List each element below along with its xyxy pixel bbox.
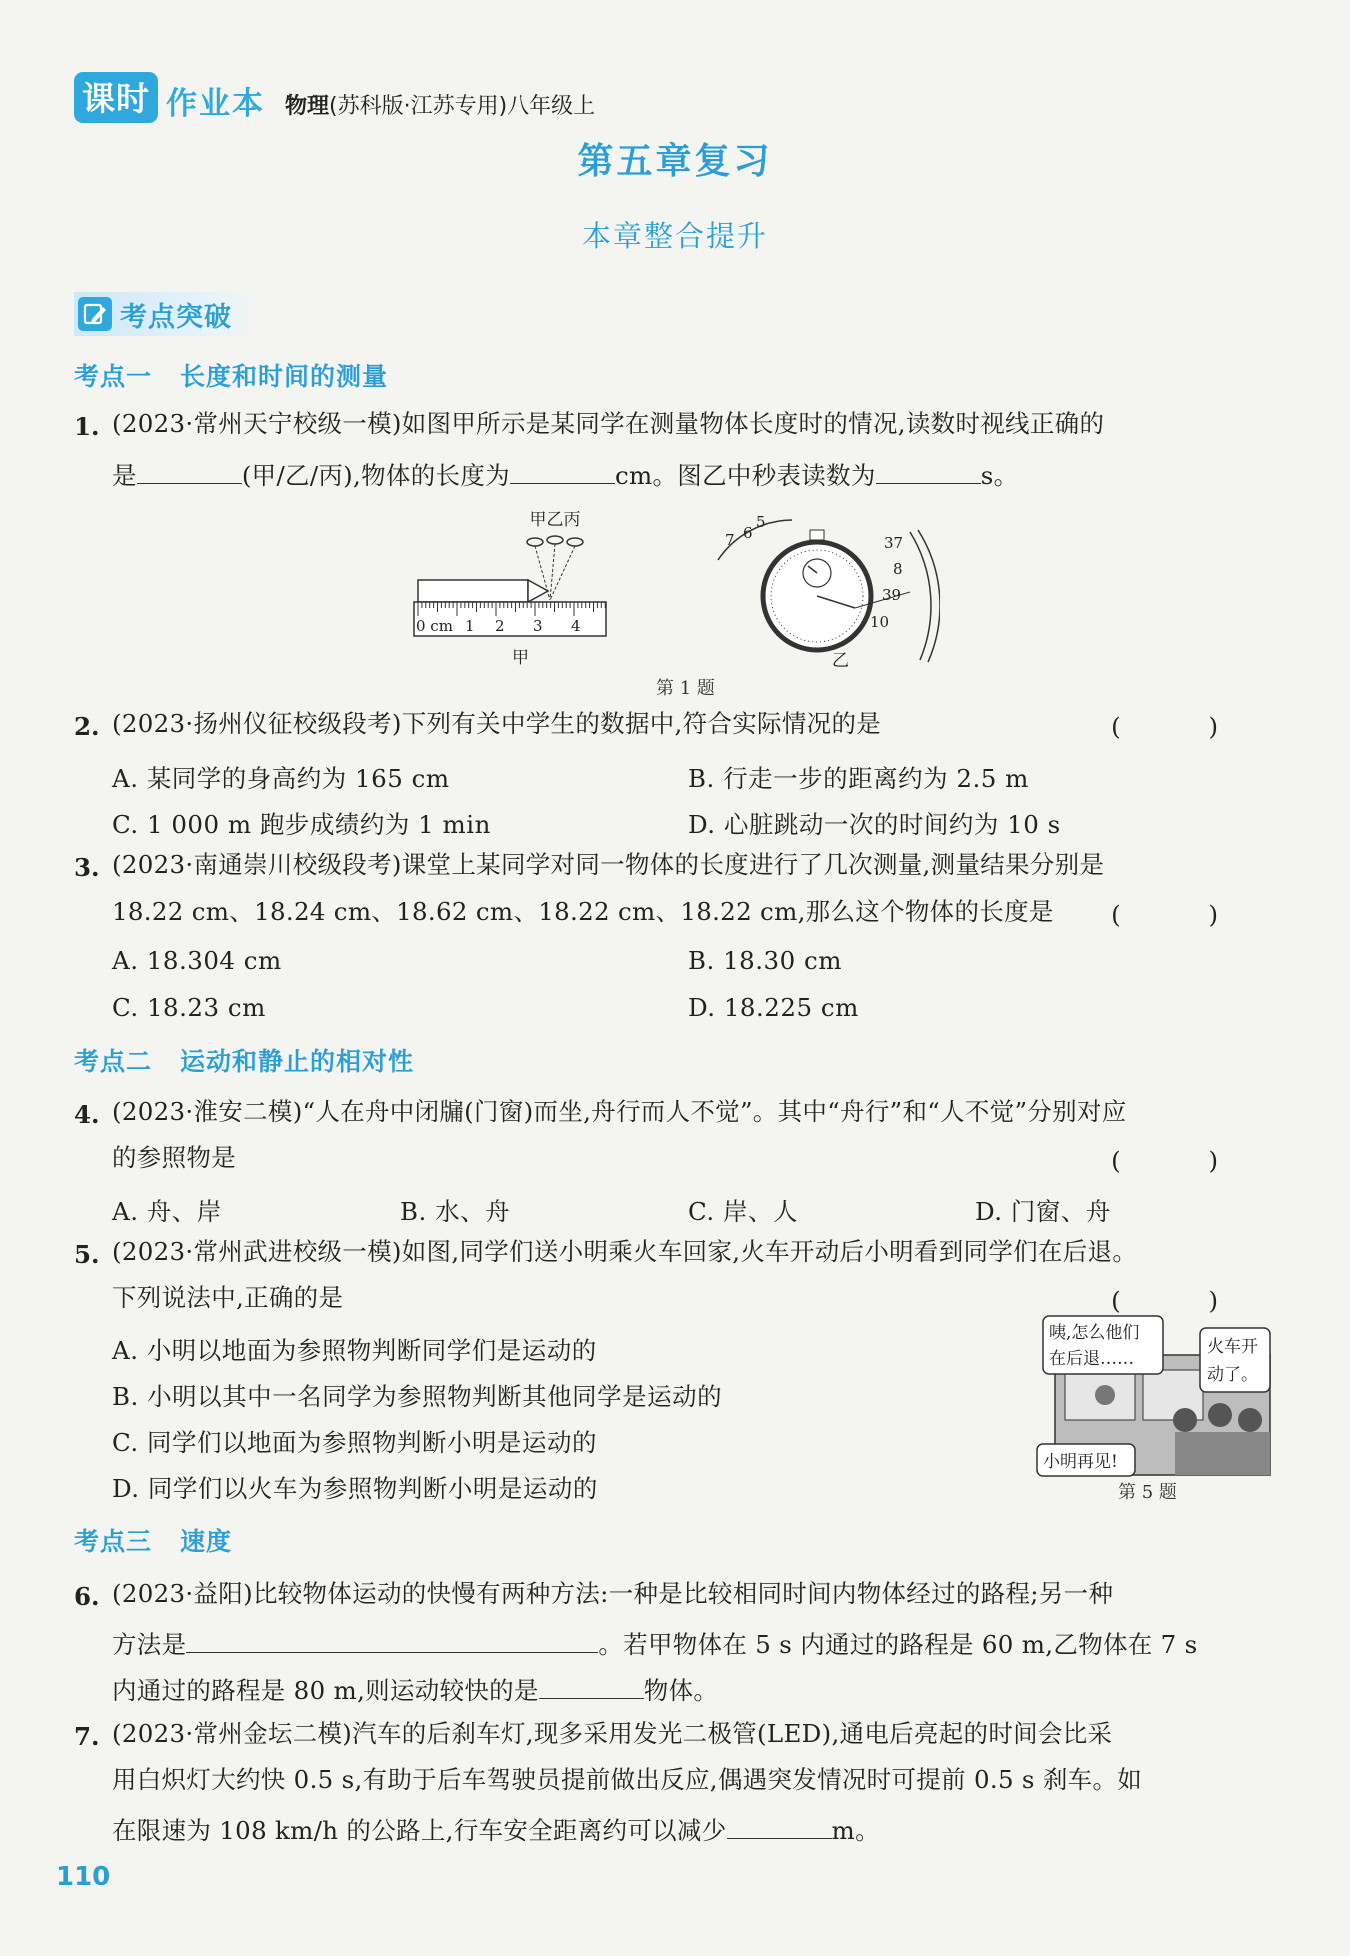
figure-train-station-cartoon [1035,1300,1275,1500]
point-label: 考点一 [74,362,153,391]
question-number: 3. [74,853,100,882]
answer-bracket[interactable]: ( ) [1111,1286,1258,1315]
answer-bracket[interactable]: ( ) [1111,712,1258,741]
figure-caption: 第 5 题 [1118,1482,1177,1503]
chapter-title: 第五章复习 [577,141,773,182]
bubble-text: 火车开 [1207,1337,1258,1357]
question-number: 4. [74,1100,100,1129]
option-d: D. 18.225 cm [688,993,859,1022]
bubble-text: 动了。 [1207,1365,1258,1385]
object-tip [528,580,548,602]
answer-bracket[interactable]: ( ) [1111,900,1258,929]
figure-label-jia: 甲 [512,648,529,668]
question-text: (2023·常州武进校级一模)如图,同学们送小明乘火车回家,火车开动后小明看到同学们在后退。 [112,1237,1138,1266]
subject-name: 物理 [285,94,330,119]
section-title: 考点突破 [120,301,232,333]
option-c: C. 18.23 cm [112,993,266,1022]
question-text: (2023·淮安二模)“人在舟中闭牖(门窗)而坐,舟行而人不觉”。其中“舟行”和“人不觉”分别对应 [112,1097,1127,1126]
text-run: 物体。 [643,1676,719,1705]
option-b: B. 小明以其中一名同学为参照物判断其他同学是运动的 [112,1382,723,1411]
option-a: A. 18.304 cm [112,946,282,975]
point-heading-3 [74,1522,232,1558]
pencil-note-icon [78,297,112,331]
question-text [112,1814,880,1844]
text-run: s。 [980,461,1019,490]
text-run: m。 [831,1816,880,1845]
book-subject [285,89,595,120]
option-c: C. 同学们以地面为参照物判断小明是运动的 [112,1428,597,1457]
person-icon [1173,1408,1197,1432]
dial-label: 39 [882,586,902,604]
question-number: 2. [74,712,100,741]
figure-caption: 第 1 题 [656,678,715,699]
point-label: 考点三 [74,1527,153,1556]
dial-label: 8 [893,560,903,578]
point-title: 长度和时间的测量 [180,362,389,391]
chapter-subtitle: 本章整合提升 [581,219,768,253]
book-edition: (苏科版·江苏专用)八年级上 [329,94,596,119]
brand-logo-part2: 作业本 [166,86,265,122]
answer-blank[interactable] [186,1628,598,1653]
brand-logo-part1: 课时 [74,72,158,123]
ruler-label-4: 4 [571,617,581,635]
text-run: 内通过的路程是 80 m,则运动较快的是 [112,1676,539,1705]
option-d: D. 门窗、舟 [975,1197,1111,1226]
question-text: 用白炽灯大约快 0.5 s,有助于后车驾驶员提前做出反应,偶遇突发情况时可提前 0.5 s 刹车。如 [112,1765,1143,1794]
dial-label: 5 [756,513,766,531]
dial-label: 10 [870,613,890,631]
question-text: 的参照物是 [112,1143,236,1172]
text-run: 。若甲物体在 5 s 内通过的路程是 60 m,乙物体在 7 s [598,1630,1198,1659]
option-b: B. 水、舟 [400,1197,511,1226]
option-a: A. 舟、岸 [112,1197,222,1226]
point-title: 运动和静止的相对性 [180,1047,415,1076]
text-run: 方法是 [112,1630,187,1659]
question-text: (2023·扬州仪征校级段考)下列有关中学生的数据中,符合实际情况的是 [112,709,882,738]
large-dial-arc [910,532,931,660]
answer-blank[interactable] [539,1674,644,1699]
person-icon [1238,1408,1262,1432]
question-number: 7. [74,1722,100,1751]
page-header [74,72,595,123]
question-number: 1. [74,412,100,441]
answer-blank[interactable] [510,459,615,484]
question-text: (2023·益阳)比较物体运动的快慢有两种方法:一种是比较相同时间内物体经过的路程;另一种 [112,1579,1114,1608]
point-label: 考点二 [74,1047,153,1076]
question-text: (2023·南通崇川校级段考)课堂上某同学对同一物体的长度进行了几次测量,测量结果分别是 [112,850,1105,879]
text-run: 是 [112,461,137,490]
option-c: C. 岸、人 [688,1197,798,1226]
person-icon [1208,1403,1232,1427]
option-a: A. 某同学的身高约为 165 cm [112,764,450,793]
option-c: C. 1 000 m 跑步成绩约为 1 min [112,810,491,839]
point-title: 速度 [180,1527,233,1556]
bubble-text: 小明再见! [1043,1452,1118,1472]
point-heading-1 [74,357,388,393]
text-run: cm。图乙中秒表读数为 [614,461,876,490]
option-b: B. 行走一步的距离约为 2.5 m [688,764,1029,793]
bubble-text: 咦,怎么他们 [1049,1323,1140,1343]
question-text [112,1628,1198,1658]
ruler-label-1: 1 [465,617,475,635]
stopwatch-crown [810,530,824,540]
answer-blank[interactable] [137,459,242,484]
eye-labels: 甲乙丙 [529,510,581,530]
text-run: (甲/乙/丙),物体的长度为 [241,461,510,490]
section-banner [74,292,264,336]
question-text: (2023·常州天宁校级一模)如图甲所示是某同学在测量物体长度时的情况,读数时视线正确的 [112,409,1105,438]
question-number: 6. [74,1582,100,1611]
dial-label: 7 [725,531,735,549]
option-d: D. 心脏跳动一次的时间约为 10 s [688,810,1061,839]
bubble-text: 在后退…… [1049,1349,1134,1369]
answer-bracket[interactable]: ( ) [1111,1146,1258,1175]
question-text [112,1674,718,1704]
question-text: 下列说法中,正确的是 [112,1283,344,1312]
question-number: 5. [74,1240,100,1269]
measured-object [418,580,528,602]
question-text [112,459,1018,489]
ruler-label-2: 2 [495,617,505,635]
page-number: 110 [56,1862,111,1892]
question-text: 18.22 cm、18.24 cm、18.62 cm、18.22 cm、18.22 cm,那么这个物体的长度是 [112,897,1054,926]
answer-blank[interactable] [876,459,981,484]
option-a: A. 小明以地面为参照物判断同学们是运动的 [112,1336,597,1365]
point-heading-2 [74,1042,414,1078]
figure-label-yi: 乙 [832,651,849,671]
option-b: B. 18.30 cm [688,946,842,975]
person-icon [1095,1385,1115,1405]
dial-label: 37 [884,534,904,552]
dial-label: 6 [743,524,753,542]
ruler-label-3: 3 [533,617,543,635]
text-run: 在限速为 108 km/h 的公路上,行车安全距离约可以减少 [112,1816,727,1845]
question-text: (2023·常州金坛二模)汽车的后刹车灯,现多采用发光二极管(LED),通电后亮起的时间会比采 [112,1719,1113,1748]
figure-ruler-and-stopwatch [400,500,940,700]
ruler-label-0: 0 cm [416,617,453,635]
answer-blank[interactable] [727,1814,832,1839]
option-d: D. 同学们以火车为参照物判断小明是运动的 [112,1474,598,1503]
